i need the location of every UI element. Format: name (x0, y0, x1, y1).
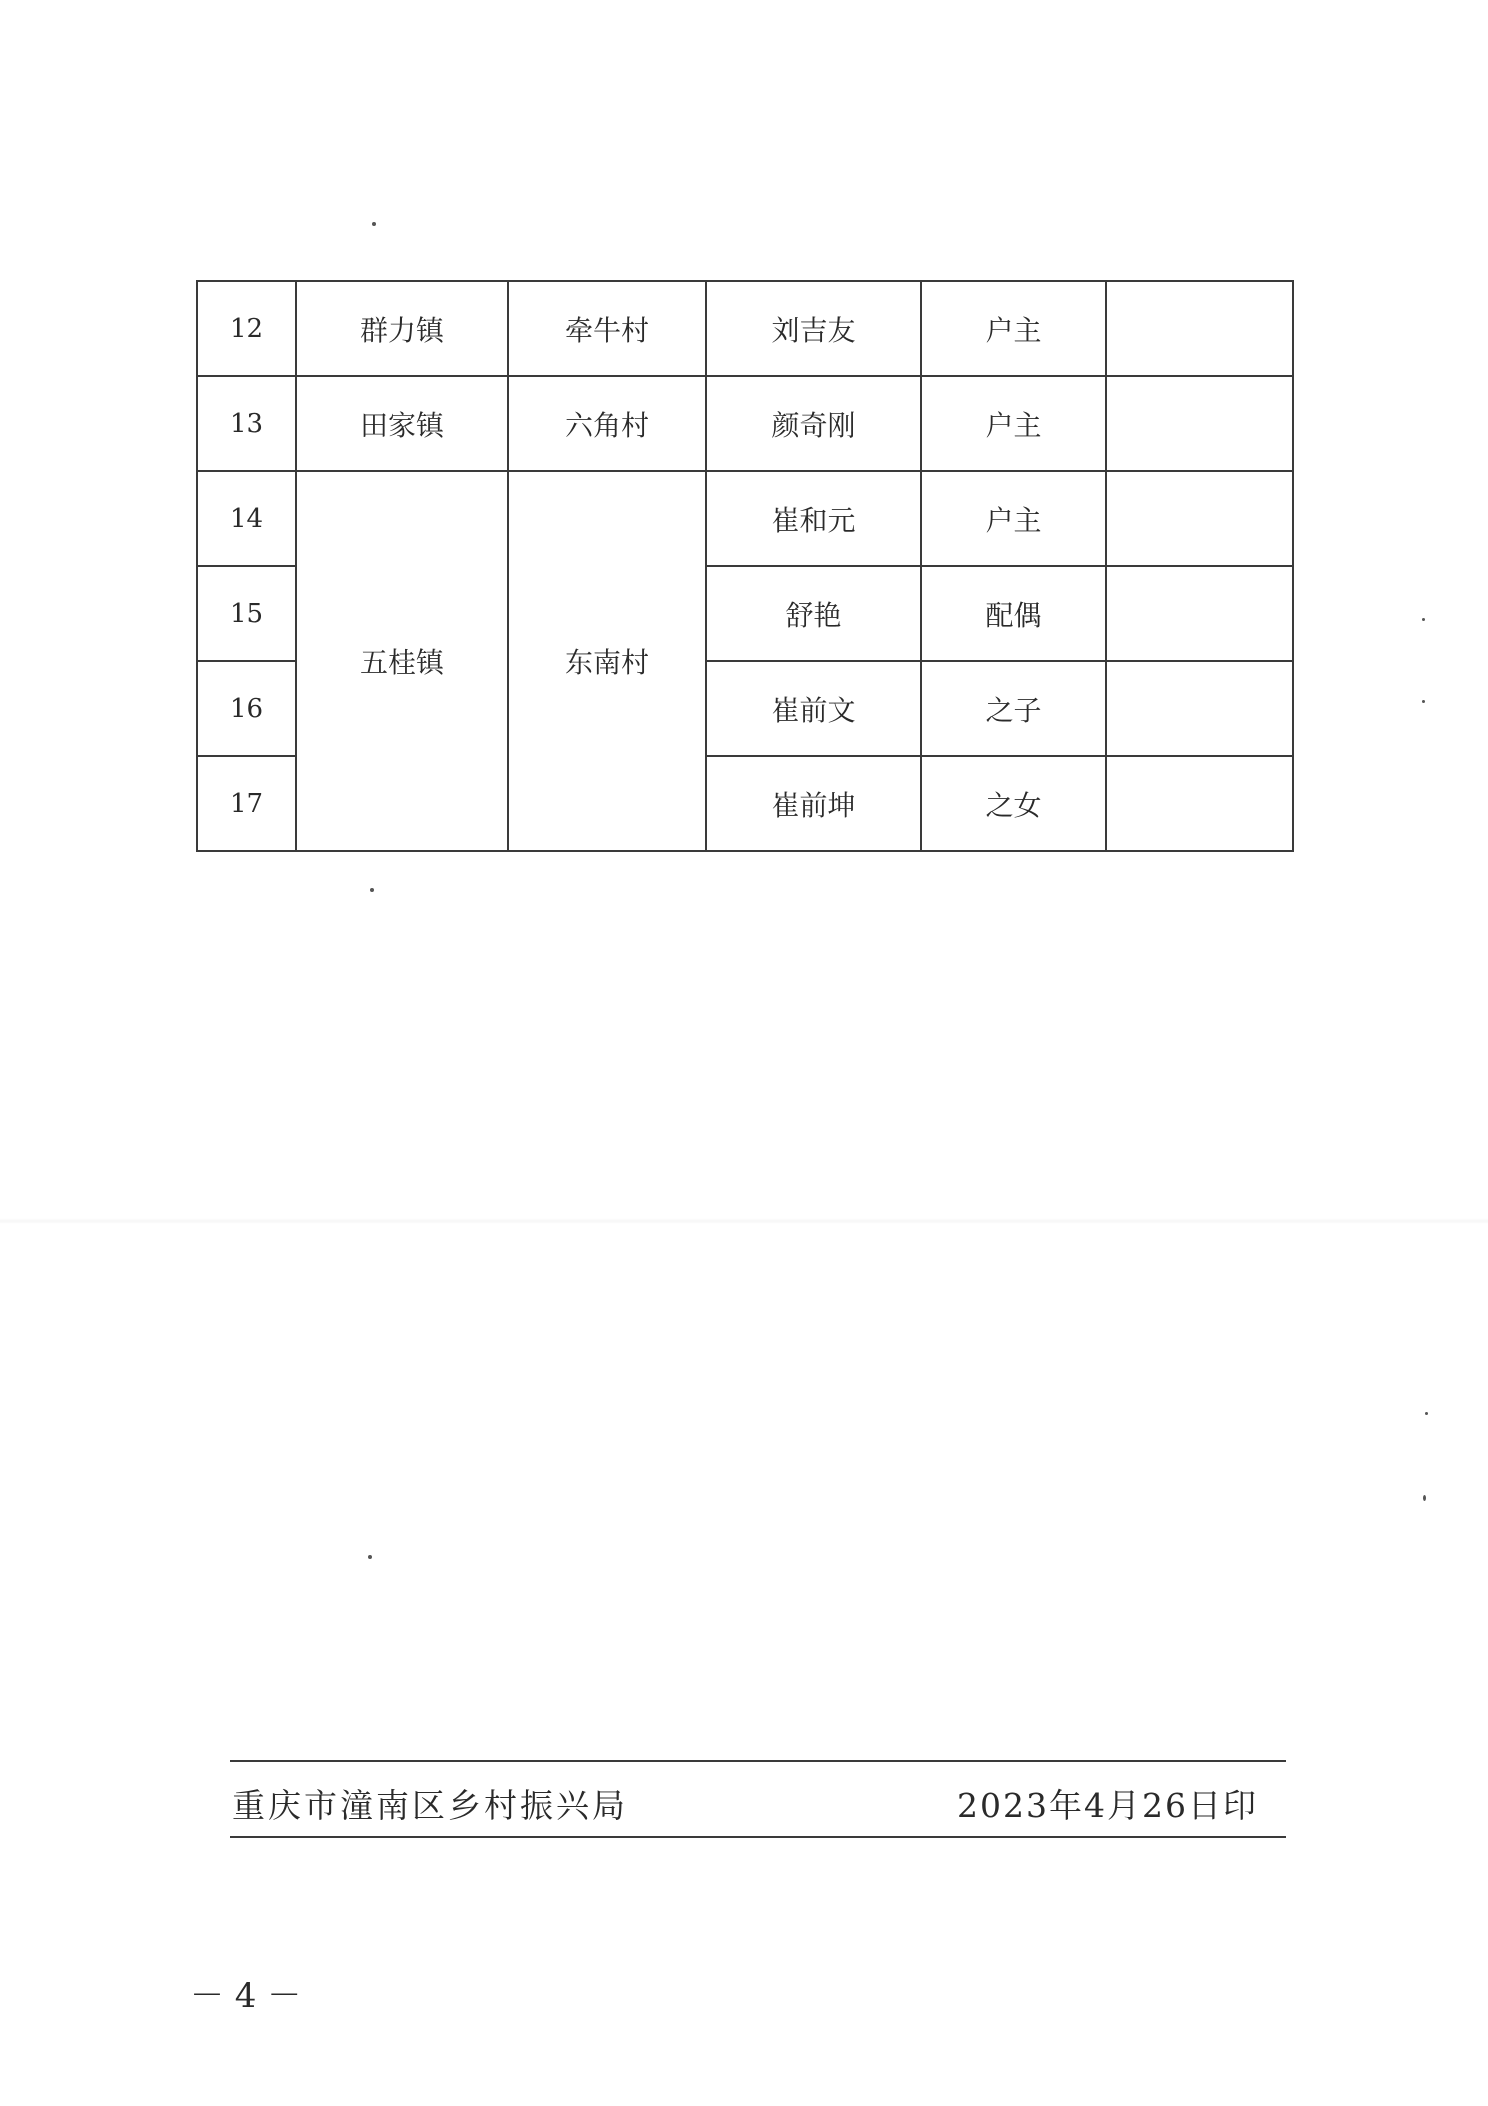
scan-speck (1422, 618, 1425, 621)
village-cell: 东南村 (508, 471, 706, 851)
footer-bottom-rule (230, 1836, 1286, 1838)
town-cell: 五桂镇 (296, 471, 508, 851)
relation-cell: 户主 (921, 376, 1106, 471)
row-number: 15 (197, 566, 296, 661)
name-cell: 崔前文 (706, 661, 921, 756)
row-number: 17 (197, 756, 296, 851)
note-cell (1106, 281, 1293, 376)
row-number: 16 (197, 661, 296, 756)
relation-cell: 之女 (921, 756, 1106, 851)
relation-cell: 户主 (921, 471, 1106, 566)
scan-fold-line (0, 1218, 1488, 1224)
name-cell: 颜奇刚 (706, 376, 921, 471)
row-number: 14 (197, 471, 296, 566)
table-row (197, 281, 1293, 376)
row-number: 12 (197, 281, 296, 376)
scan-speck (370, 888, 374, 892)
town-cell: 田家镇 (296, 376, 508, 471)
relation-cell: 户主 (921, 281, 1106, 376)
scan-speck (368, 1555, 372, 1559)
village-cell: 六角村 (508, 376, 706, 471)
page-number: － 4 － (190, 1976, 302, 2016)
row-number: 13 (197, 376, 296, 471)
note-cell (1106, 376, 1293, 471)
scan-speck (372, 222, 376, 226)
scan-speck (1422, 700, 1425, 703)
relation-cell: 配偶 (921, 566, 1106, 661)
relation-cell: 之子 (921, 661, 1106, 756)
issuing-office: 重庆市潼南区乡村振兴局 (232, 1786, 628, 1825)
town-cell: 群力镇 (296, 281, 508, 376)
scan-speck (1425, 1412, 1428, 1415)
village-cell: 牵牛村 (508, 281, 706, 376)
note-cell (1106, 471, 1293, 566)
scan-speck (1423, 1495, 1426, 1501)
name-cell: 舒艳 (706, 566, 921, 661)
name-cell: 崔和元 (706, 471, 921, 566)
note-cell (1106, 756, 1293, 851)
note-cell (1106, 566, 1293, 661)
household-table (196, 280, 1294, 852)
name-cell: 崔前坤 (706, 756, 921, 851)
footer-top-rule (230, 1760, 1286, 1762)
print-date: 2023年4月26日印 (957, 1786, 1258, 1825)
note-cell (1106, 661, 1293, 756)
table-row (197, 471, 1293, 566)
name-cell: 刘吉友 (706, 281, 921, 376)
table-row (197, 376, 1293, 471)
